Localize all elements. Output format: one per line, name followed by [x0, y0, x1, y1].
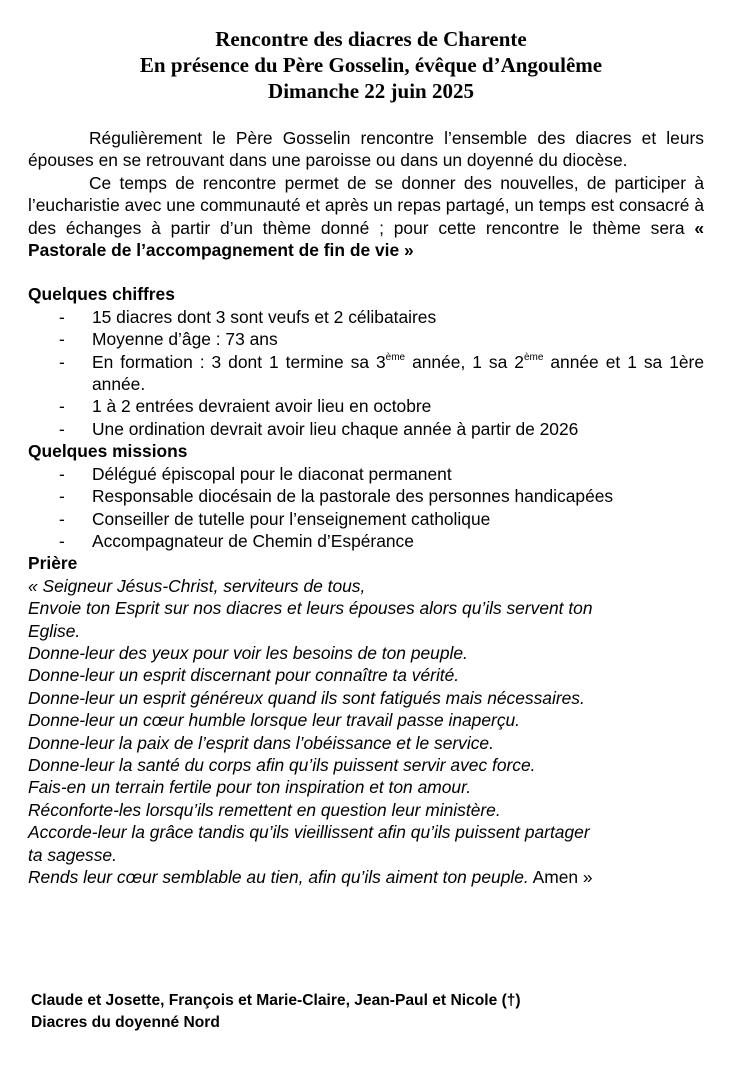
- prayer-line: Donne-leur la paix de l’esprit dans l’obéissance et le service.: [28, 732, 494, 753]
- prayer-line: Eglise.: [28, 620, 81, 641]
- figures-list: [28, 306, 704, 440]
- list-item-text: année, 1 sa 2: [405, 351, 524, 372]
- title-line-1: Rencontre des diacres de Charente: [215, 27, 527, 51]
- list-item: - 1 à 2 entrées devraient avoir lieu en octobre: [28, 395, 704, 417]
- list-item-text: année et 1 sa 1ère année.: [92, 351, 704, 395]
- title-line-3: Dimanche 22 juin 2025: [268, 79, 474, 103]
- signature-role: Diacres du doyenné Nord: [31, 1014, 220, 1031]
- prayer-line: « Seigneur Jésus-Christ, serviteurs de tous,: [28, 575, 366, 596]
- prayer-line: Fais-en un terrain fertile pour ton inspiration et ton amour.: [28, 777, 472, 798]
- missions-list: [28, 463, 704, 553]
- missions-heading: Quelques missions: [28, 441, 188, 462]
- figures-heading: Quelques chiffres: [28, 284, 175, 305]
- prayer-line: ta sagesse.: [28, 844, 117, 865]
- list-item: [28, 351, 704, 396]
- list-item-text: En formation : 3 dont 1 termine sa 3: [92, 351, 386, 372]
- prayer-line: Envoie ton Esprit sur nos diacres et leurs épouses alors qu’ils servent ton: [28, 598, 593, 619]
- prayer-line: Donne-leur la santé du corps afin qu’ils puissent servir avec force.: [28, 754, 536, 775]
- prayer-line: Donne-leur un cœur humble lorsque leur travail passe inaperçu.: [28, 710, 521, 731]
- prayer-line: Donne-leur un esprit généreux quand ils sont fatigués mais nécessaires.: [28, 687, 585, 708]
- list-item: - Responsable diocésain de la pastorale des personnes handicapées: [28, 485, 704, 507]
- prayer-line-text: Rends leur cœur semblable au tien, afin qu’ils aiment ton peuple.: [28, 867, 529, 887]
- prayer-line: Réconforte-les lorsqu’ils remettent en question leur ministère.: [28, 799, 501, 820]
- signature-names: Claude et Josette, François et Marie-Claire, Jean-Paul et Nicole (†): [31, 992, 521, 1009]
- title-line-2: En présence du Père Gosselin, évêque d’Angoulême: [139, 53, 603, 77]
- prayer-line: Accorde-leur la grâce tandis qu’ils vieillissent afin qu’ils puissent partager: [28, 822, 590, 843]
- prayer-line: Donne-leur des yeux pour voir les besoins de ton peuple.: [28, 642, 468, 663]
- prayer-line: Donne-leur un esprit discernant pour connaître ta vérité.: [28, 665, 460, 686]
- intro-paragraph-1: Régulièrement le Père Gosselin rencontre l’ensemble des diacres et leurs épouses en se retrouvant dans une paroisse ou dans un doyenné du diocèse.: [28, 128, 704, 171]
- prayer-line: [28, 866, 704, 888]
- list-item: - Une ordination devrait avoir lieu chaque année à partir de 2026: [28, 418, 704, 440]
- signature-block: [31, 990, 721, 1034]
- title-block: [0, 26, 742, 104]
- list-item: - Accompagnateur de Chemin d’Espérance: [28, 530, 704, 552]
- ordinal-superscript: ème: [523, 351, 544, 363]
- prayer-heading: Prière: [28, 553, 78, 574]
- intro-paragraph-2: [28, 172, 704, 262]
- list-item: - Conseiller de tutelle pour l’enseignement catholique: [28, 508, 704, 530]
- prayer-closing: Amen »: [528, 867, 593, 887]
- theme-text: « Pastorale de l’accompagnement de fin de vie »: [28, 217, 704, 261]
- list-item: - Délégué épiscopal pour le diaconat permanent: [28, 463, 704, 485]
- intro-paragraph-2-text: Ce temps de rencontre permet de se donner des nouvelles, de participer à l’eucharistie avec une communauté et après un repas partagé, un temps est consacré à des échanges à partir d’un thème donné ; pour cette rencontre le thème sera: [28, 172, 704, 238]
- prayer-text: [28, 575, 704, 889]
- document-body: [28, 127, 704, 888]
- ordinal-superscript: ème: [385, 351, 406, 363]
- spacer: [28, 261, 704, 283]
- list-item: - Moyenne d’âge : 73 ans: [28, 328, 704, 350]
- list-item: - 15 diacres dont 3 sont veufs et 2 célibataires: [28, 306, 704, 328]
